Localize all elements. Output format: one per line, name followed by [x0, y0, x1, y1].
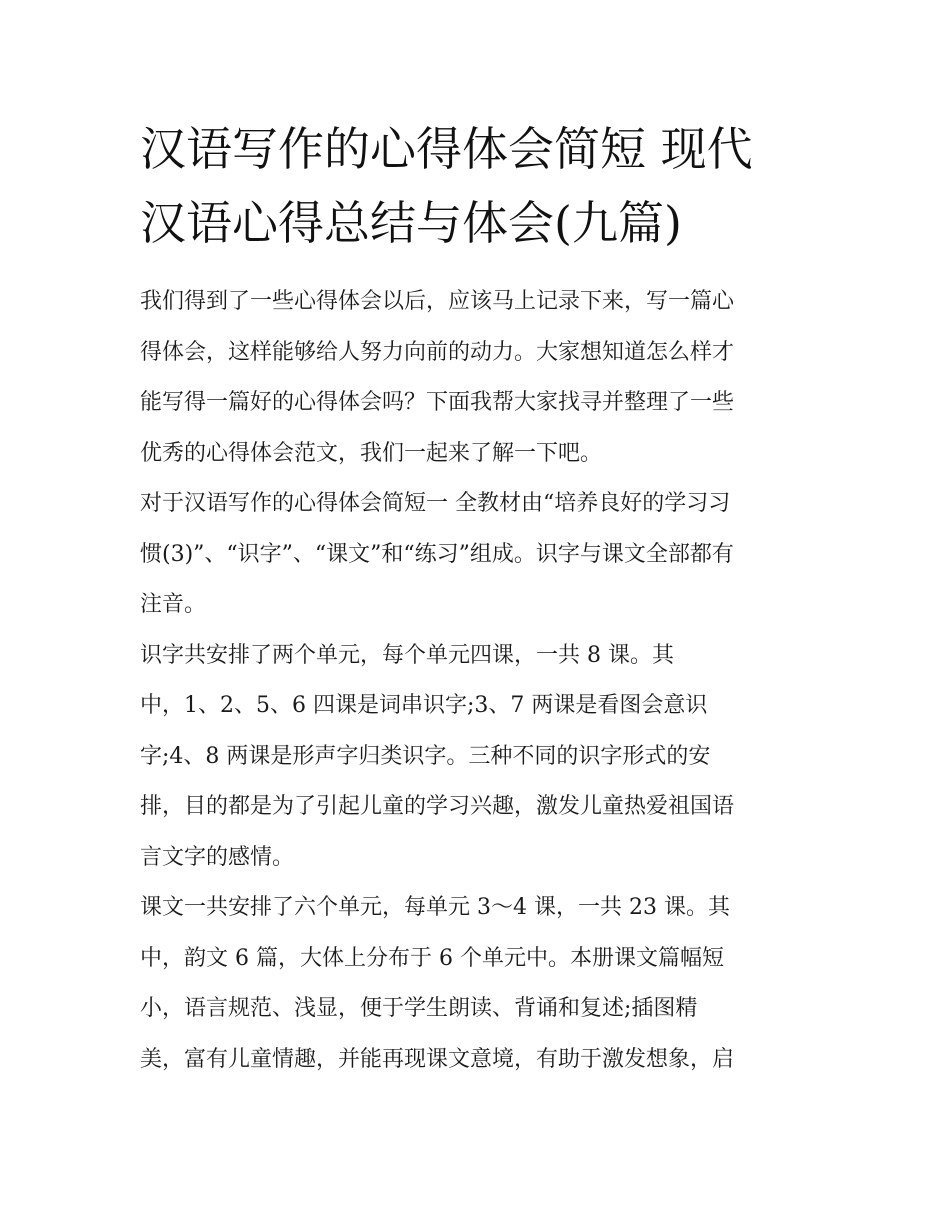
body-line: 美，富有儿童情趣，并能再现课文意境，有助于激发想象，启	[140, 1046, 735, 1072]
body-line: 得体会，这样能够给人努力向前的动力。大家想知道怎么样才	[140, 339, 735, 365]
body-line: 言文字的感情。	[140, 844, 295, 870]
body-line: 识字共安排了两个单元，每个单元四课，一共 8 课。其	[140, 642, 674, 668]
body-line: 中，1、2、5、6 四课是词串识字;3、7 两课是看图会意识	[140, 693, 708, 718]
body-line: 小，语言规范、浅显，便于学生朗读、背诵和复述;插图精	[140, 996, 698, 1021]
body-line: 对于汉语写作的心得体会简短一 全教材由“培养良好的学习习	[140, 491, 731, 516]
body-line: 优秀的心得体会范文，我们一起来了解一下吧。	[140, 440, 603, 466]
body-line: 字;4、8 两课是形声字归类识字。三种不同的识字形式的安	[140, 743, 711, 769]
document-body	[140, 277, 820, 1085]
body-line: 中，韵文 6 篇，大体上分布于 6 个单元中。本册课文篇幅短	[140, 945, 724, 971]
document-title	[140, 112, 820, 260]
body-line: 排，目的都是为了引起儿童的学习兴趣，激发儿童热爱祖国语	[140, 794, 735, 819]
title-line-1: 汉语写作的心得体会简短 现代	[140, 122, 753, 176]
body-line: 课文一共安排了六个单元，每单元 3～4 课，一共 23 课。其	[140, 895, 730, 920]
body-line: 能写得一篇好的心得体会吗？下面我帮大家找寻并整理了一些	[140, 390, 735, 415]
body-line: 注音。	[140, 592, 207, 617]
body-line: 惯(3)”、“识字”、“课文”和“练习”组成。识字与课文全部都有	[140, 541, 734, 567]
body-line: 我们得到了一些心得体会以后，应该马上记录下来，写一篇心	[140, 289, 735, 314]
title-line-2: 汉语心得总结与体会(九篇)	[140, 196, 682, 250]
